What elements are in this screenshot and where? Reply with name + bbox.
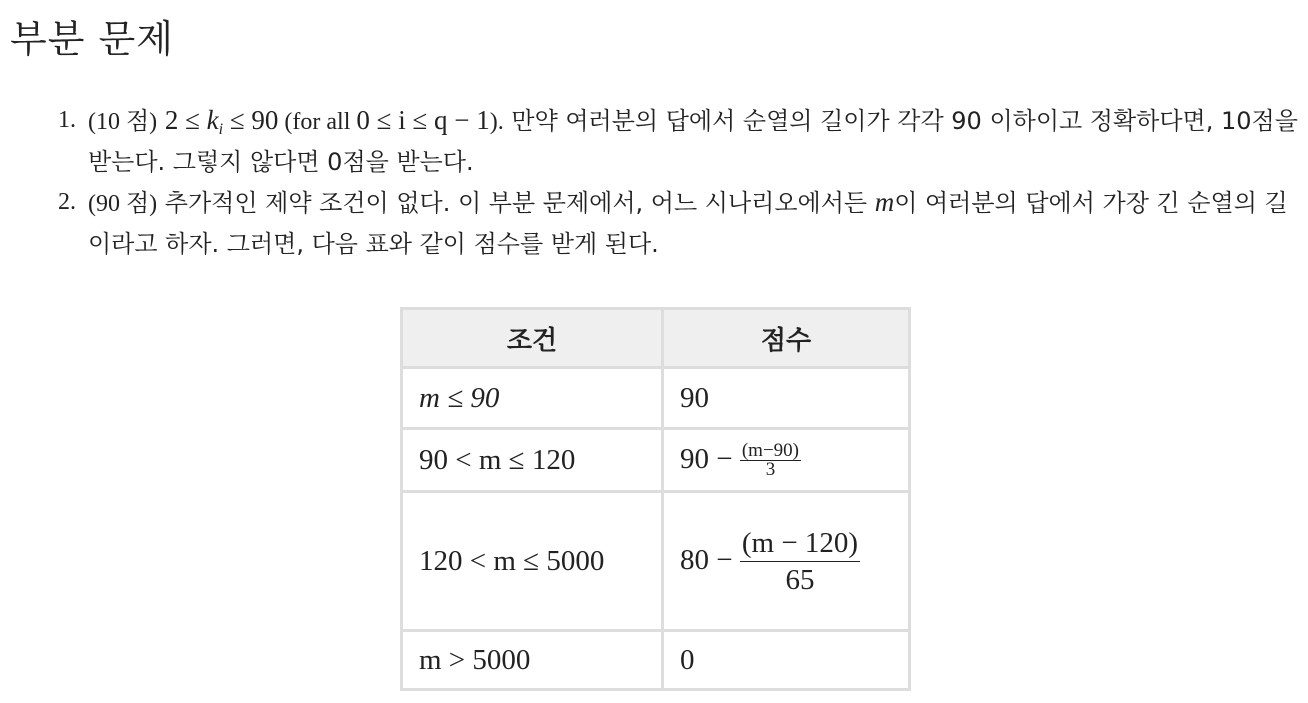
condition-cell: m > 5000 (402, 631, 663, 690)
subtask-description: 만약 여러분의 답에서 순열의 길이가 각각 90 이하이고 정확하다면, 10점을 받는다. 그렇지 않다면 0점을 받는다. (88, 107, 1298, 176)
condition-cell: 90 < m ≤ 120 (402, 429, 663, 492)
variable-m: m (874, 187, 895, 217)
subtask-number: 2. (58, 189, 76, 215)
subtask-description-cont: 이 여러분의 답에서 가장 긴 순열의 길이라고 하자. 그러면, 다음 표와 같이 점수를 받게 된다. (88, 189, 1288, 258)
score-cell: 90 (663, 368, 910, 429)
subtask-number: 1. (58, 107, 76, 133)
subtask-points: (10 점) (88, 109, 158, 135)
score-table (400, 307, 911, 691)
constraint-math: $2 \le k_i \le 90$ (164, 105, 279, 138)
header-score: 점수 (663, 309, 910, 368)
subtask-list (58, 100, 1303, 264)
table-header-row (402, 309, 910, 368)
score-fraction: $\frac{(m - 120)}{65}$ (741, 526, 859, 596)
forall-math: 0 ≤ i ≤ q − 1 (356, 105, 490, 135)
score-fraction: $\frac{(m-90)}{3}$ (741, 439, 800, 480)
table-row (402, 429, 910, 492)
condition-cell: m ≤ 90 (402, 368, 663, 429)
table-row (402, 492, 910, 631)
subtask-description: 추가적인 제약 조건이 없다. 이 부분 문제에서, 어느 시나리오에서든 (157, 189, 875, 217)
subtask-points: (90 점) (88, 191, 158, 217)
table-row (402, 631, 910, 690)
page-title: 부분 문제 (10, 17, 174, 61)
score-cell: 0 (663, 631, 910, 690)
table-row (402, 368, 910, 429)
header-condition: 조건 (402, 309, 663, 368)
forall-text: (for all (278, 109, 357, 135)
condition-cell: 120 < m ≤ 5000 (402, 492, 663, 631)
score-cell: 80 − $\frac{(m - 120)}{65}$ (663, 492, 910, 631)
subtask-item-1: 1. (10 점) $2 \le k_i \le 90$ (for all 0 ≤ i ≤ q − 1). 만약 여러분의 답에서 순열의 길이가 각각 90 이하이고 정확하다면, 10점을 받는다. 그렇지 않다면 0점을 받는다. (58, 100, 1303, 182)
score-cell: 90 − $\frac{(m-90)}{3}$ (663, 429, 910, 492)
subtask-item-2 (58, 182, 1303, 264)
